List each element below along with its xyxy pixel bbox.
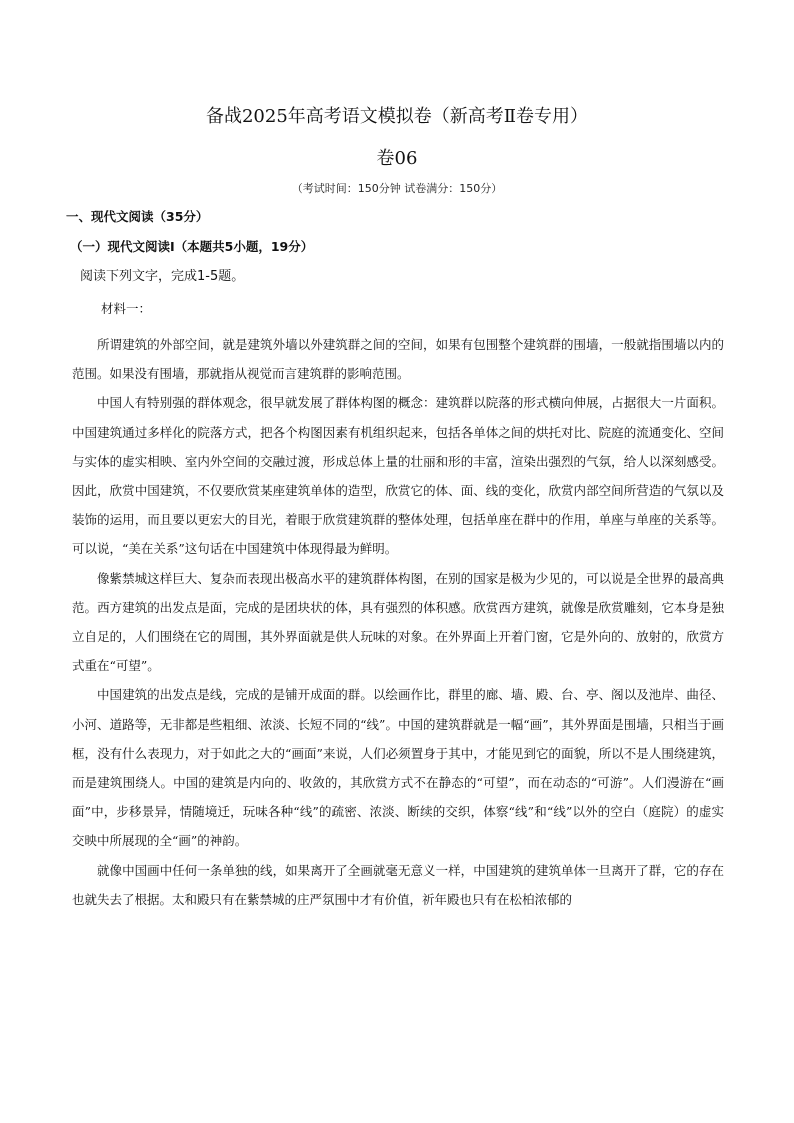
passage-paragraph: 像紫禁城这样巨大、复杂而表现出极高水平的建筑群体构图，在别的国家是极为少见的，可以说是全世界的最高典范。西方建筑的出发点是面，完成的是团块状的体，具有强烈的体积感。欣赏西方建筑，就像是欣赏雕刻，它本身是独立自足的，人们围绕在它的周围，其外界面就是供人玩味的对象。在外界面上开着门窗，它是外向的、放射的，欣赏方式重在“可望”。 xyxy=(72,570,724,674)
subsection-heading: （一）现代文阅读Ⅰ（本题共5小题，19分） xyxy=(70,239,314,254)
passage-paragraph: 就像中国画中任何一条单独的线，如果离开了全画就毫无意义一样，中国建筑的建筑单体一旦离开了群，它的存在也就失去了根据。太和殿只有在紫禁城的庄严氛围中才有价值，祈年殿也只有在松柏浓郁的 xyxy=(72,862,724,907)
passage-paragraph: 中国建筑的出发点是线，完成的是铺开成面的群。以绘画作比，群里的廊、墙、殿、台、亭、阁以及池岸、曲径、小河、道路等，无非都是些粗细、浓淡、长短不同的“线”。中国的建筑群就是一幅“画”，其外界面是围墙，只相当于画框，没有什么表现力，对于如此之大的“画面”来说，人们必须置身于其中，才能见到它的面貌，所以不是人围绕建筑，而是建筑围绕人。中国的建筑是内向的、收敛的，其欣赏方式不在静态的“可望”，而在动态的“可游”。人们漫游在“画面”中，步移景异，情随境迁，玩味各种“线”的疏密、浓淡、断续的交织，体察“线”和“线”以外的空白（庭院）的虚实交映中所展现的全“画”的神韵。 xyxy=(72,687,724,849)
section-heading: 一、现代文阅读（35分） xyxy=(66,209,209,224)
passage-body xyxy=(72,330,724,914)
passage-paragraph: 中国人有特别强的群体观念，很早就发展了群体构图的概念：建筑群以院落的形式横向伸展，占据很大一片面积。中国建筑通过多样化的院落方式，把各个构图因素有机组织起来，包括各单体之间的烘托对比、院庭的流通变化、空间与实体的虚实相映、室内外空间的交融过渡，形成总体上量的壮丽和形的丰富，渲染出强烈的气氛，给人以深刻感受。因此，欣赏中国建筑，不仅要欣赏某座建筑单体的造型，欣赏它的体、面、线的变化，欣赏内部空间所营造的气氛以及装饰的运用，而且要以更宏大的目光，着眼于欣赏建筑群的整体处理，包括单座在群中的作用，单座与单座的关系等。可以说，“美在关系”这句话在中国建筑中体现得最为鲜明。 xyxy=(72,395,724,557)
exam-info: （考试时间：150分钟 试卷满分：150分） xyxy=(291,182,503,195)
reading-instruction: 阅读下列文字，完成1-5题。 xyxy=(80,269,245,284)
material-label: 材料一： xyxy=(101,301,152,316)
passage-paragraph: 所谓建筑的外部空间，就是建筑外墙以外建筑群之间的空间，如果有包围整个建筑群的围墙，一般就指围墙以内的范围。如果没有围墙，那就指从视觉而言建筑群的影响范围。 xyxy=(72,337,724,382)
volume-number: 卷06 xyxy=(376,148,418,169)
exam-title: 备战2025年高考语文模拟卷（新高考Ⅱ卷专用） xyxy=(205,106,589,127)
